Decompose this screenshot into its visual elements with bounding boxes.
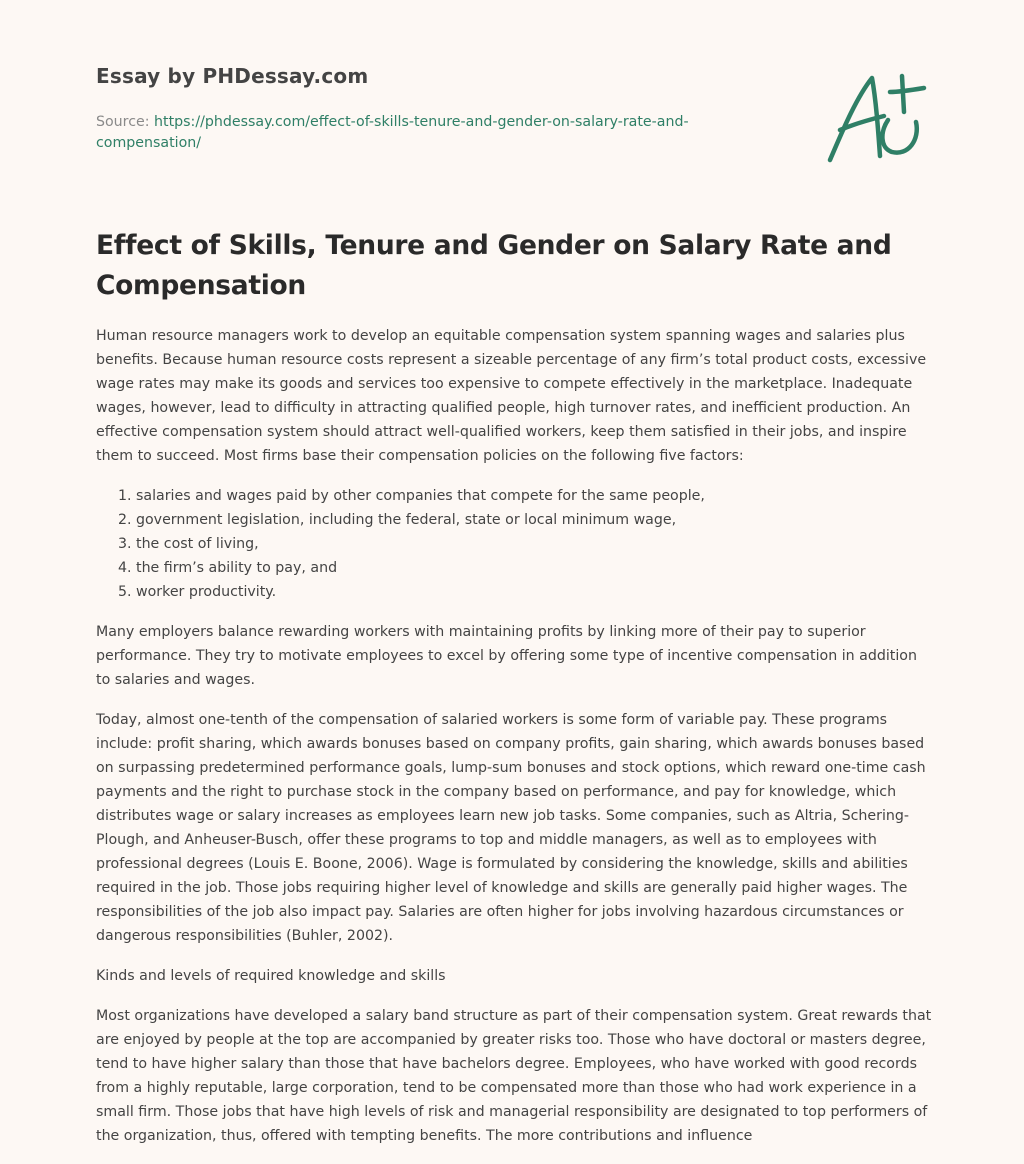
factors-list: [96, 484, 932, 604]
paragraph-4: Most organizations have developed a salary band structure as part of their compensation system. Great rewards that are enjoyed by people at the top are accompanied by greater risks too. Those who have doctoral or masters degree, tend to have higher salary than those that have bachelors degree. Employees, who have worked with good records from a highly reputable, large corporation, tend to be compensated more than those who had work experience in a small firm. Those jobs that have high levels of risk and managerial responsibility are designated to top performers of the organization, thus, offered with tempting benefits. The more contributions and influence: [96, 1008, 932, 1144]
paragraph-2: Many employers balance rewarding workers with maintaining profits by linking more of their pay to superior performance. They try to motivate employees to excel by offering some type of incentive compensation in addition to salaries and wages.: [96, 624, 917, 688]
article-body: [96, 324, 932, 1164]
list-item: 4. the firm’s ability to pay, and: [136, 556, 932, 580]
source-link[interactable]: https://phdessay.com/effect-of-skills-tenure-and-gender-on-salary-rate-and-compensation/: [96, 114, 689, 151]
source-line: [96, 112, 756, 154]
a-plus-logo-icon: [820, 70, 930, 166]
section-subheading: Kinds and levels of required knowledge and skills: [96, 968, 446, 984]
list-item: 3. the cost of living,: [136, 532, 932, 556]
list-item: 2. government legislation, including the federal, state or local minimum wage,: [136, 508, 932, 532]
site-brand: Essay by PHDessay.com: [96, 64, 369, 88]
list-item: 1. salaries and wages paid by other companies that compete for the same people,: [136, 484, 932, 508]
source-label: Source:: [96, 114, 155, 130]
list-item: 5. worker productivity.: [136, 580, 932, 604]
paragraph-3: Today, almost one-tenth of the compensation of salaried workers is some form of variable pay. These programs include: profit sharing, which awards bonuses based on company profits, gain sharing, which awards bonuses based on surpassing predetermined performance goals, lump-sum bonuses and stock options, which reward one-time cash payments and the right to purchase stock in the company based on performance, and pay for knowledge, which distributes wage or salary increases as employees learn new job tasks. Some companies, such as Altria, Schering-Plough, and Anheuser-Busch, offer these programs to top and middle managers, as well as to employees with professional degrees (Louis E. Boone, 2006). Wage is formulated by considering the knowledge, skills and abilities required in the job. Those jobs requiring higher level of knowledge and skills are generally paid higher wages. The responsibilities of the job also impact pay. Salaries are often higher for jobs involving hazardous circumstances or dangerous responsibilities (Buhler, 2002).: [96, 712, 926, 944]
article-title: Effect of Skills, Tenure and Gender on Salary Rate and Compensation: [96, 230, 892, 301]
paragraph-1: Human resource managers work to develop an equitable compensation system spanning wages and salaries plus benefits. Because human resource costs represent a sizeable percentage of any firm’s total product costs, excessive wage rates may make its goods and services too expensive to compete effectively in the marketplace. Inadequate wages, however, lead to difficulty in attracting qualified people, high turnover rates, and inefficient production. An effective compensation system should attract well-qualified workers, keep them satisfied in their jobs, and inspire them to succeed. Most firms base their compensation policies on the following five factors:: [96, 328, 927, 464]
